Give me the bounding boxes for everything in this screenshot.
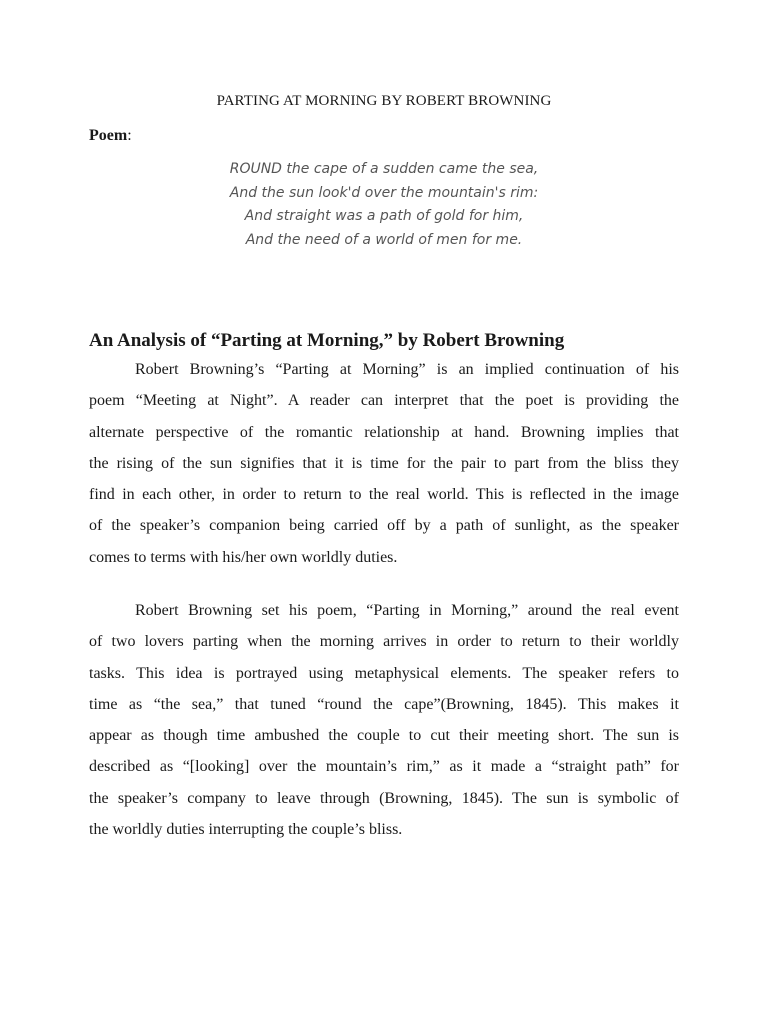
paragraph-line: find in each other, in order to return to the real world. This is reflected in the image [89,486,679,504]
paragraph-line: poem “Meeting at Night”. A reader can interpret that the poet is providing the [89,392,679,410]
analysis-heading: An Analysis of “Parting at Morning,” by Robert Browning [89,330,565,351]
analysis-paragraph-1 [89,354,679,573]
analysis-paragraph-2 [89,595,679,845]
poem-label-colon: : [127,127,132,144]
paragraph-line: comes to terms with his/her own worldly duties. [89,548,398,566]
paragraph-line: described as “[looking] over the mountain’s rim,” as it made a “straight path” for [89,758,679,776]
paragraph-line: Robert Browning’s “Parting at Morning” is an implied continuation of his [135,361,679,378]
poem-label-text: Poem [89,127,128,144]
paragraph-line: the rising of the sun signifies that it is time for the pair to part from the bliss they [89,454,679,472]
paragraph-line: appear as though time ambushed the couple to cut their meeting short. The sun is [89,727,679,745]
poem-line: And straight was a path of gold for him, [244,208,524,224]
paragraph-line: time as “the sea,” that tuned “round the cape”(Browning, 1845). This makes it [89,695,679,713]
paragraph-line: of two lovers parting when the morning arrives in order to return to their worldly [89,633,679,651]
paragraph-line: of the speaker’s companion being carried off by a path of sunlight, as the speaker [89,517,679,535]
poem-stanza [0,158,768,252]
document-title: PARTING AT MORNING BY ROBERT BROWNING [216,93,552,109]
poem-line: And the need of a world of men for me. [245,231,523,248]
paragraph-line: tasks. This idea is portrayed using metaphysical elements. The speaker refers to [89,664,679,682]
poem-label [89,127,132,145]
paragraph-line: alternate perspective of the romantic relationship at hand. Browning implies that [89,423,679,441]
poem-line: ROUND the cape of a sudden came the sea, [229,161,539,177]
paragraph-line: the worldly duties interrupting the couple’s bliss. [89,821,403,839]
paragraph-line: Robert Browning set his poem, “Parting in Morning,” around the real event [135,602,679,619]
poem-line: And the sun look'd over the mountain's rim: [229,184,539,201]
paragraph-line: the speaker’s company to leave through (Browning, 1845). The sun is symbolic of [89,789,679,807]
